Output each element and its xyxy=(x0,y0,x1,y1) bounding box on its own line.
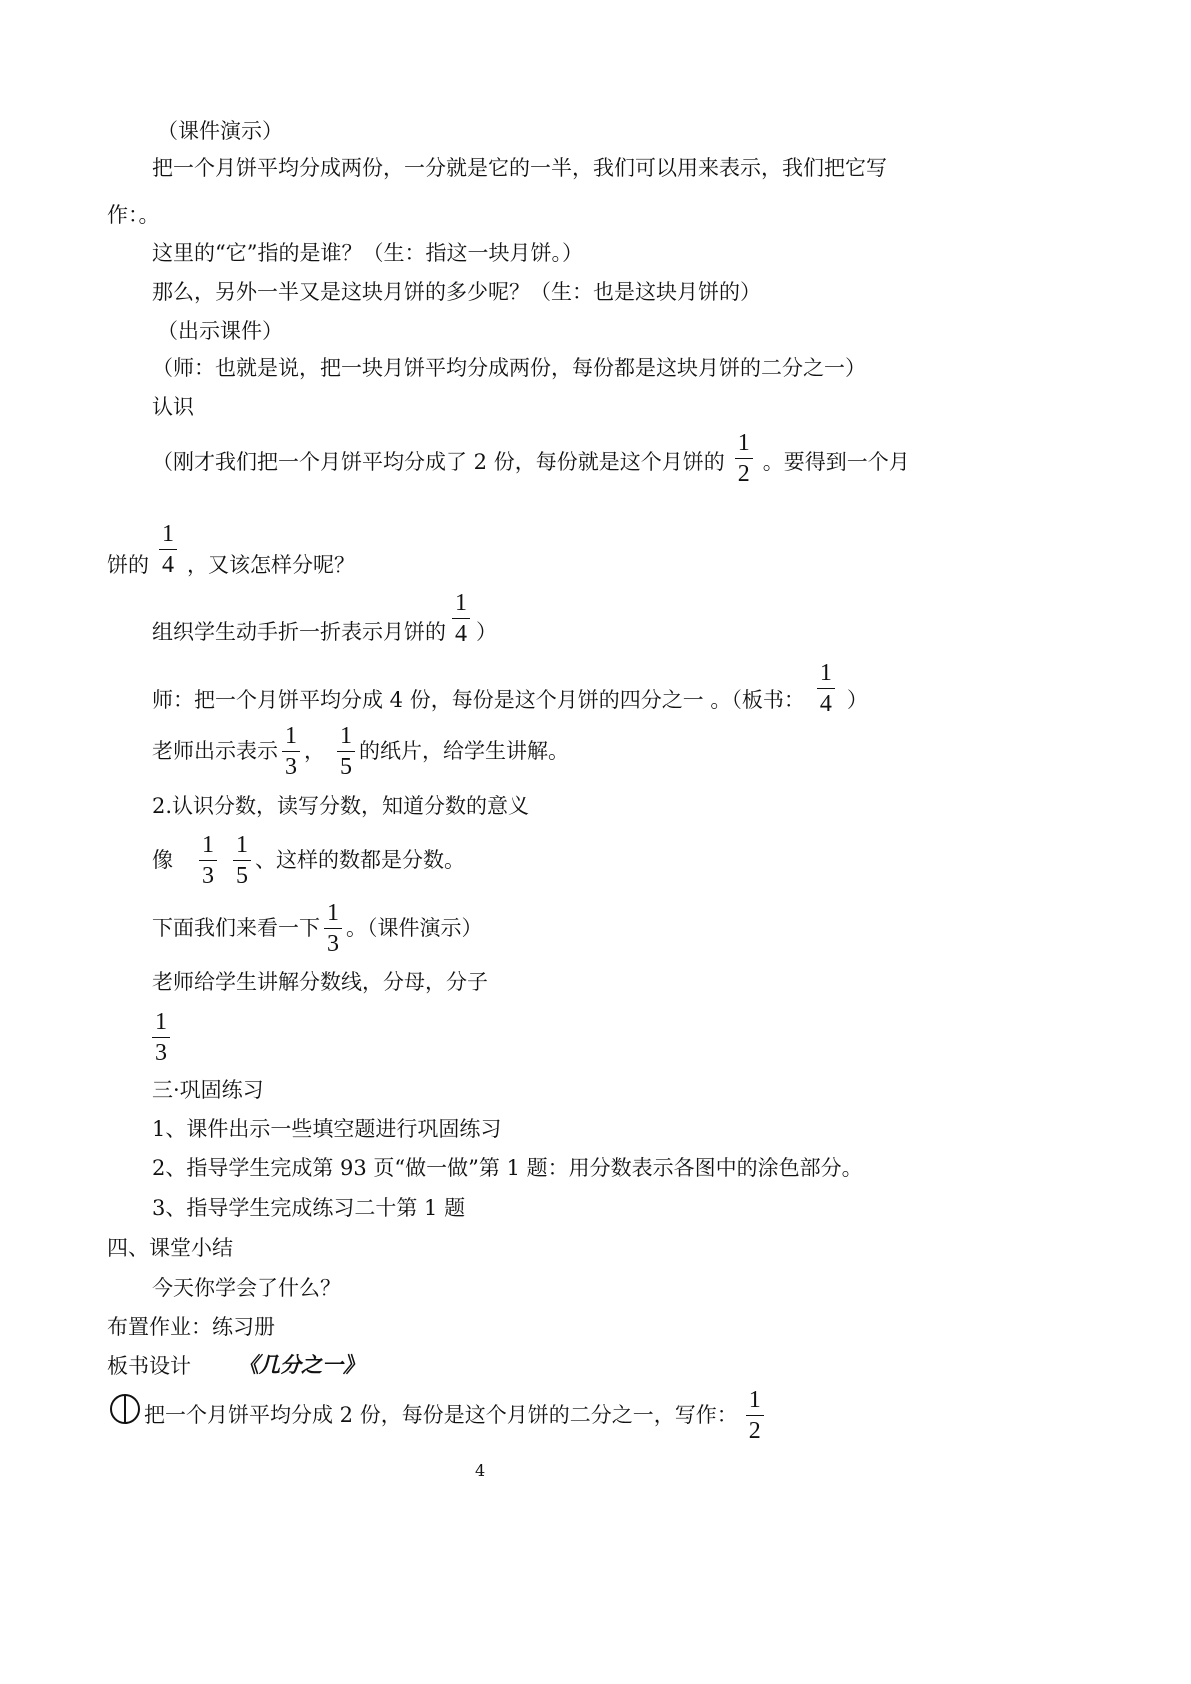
fraction xyxy=(159,522,177,577)
board-design-title: 《几分之一》 xyxy=(238,1353,364,1377)
half-circle-icon xyxy=(110,1394,140,1424)
fraction-numerator: 1 xyxy=(202,831,214,858)
text-segment: 把一个月饼平均分成 2 份，每份是这个月饼的二分之一，写作： xyxy=(144,1402,738,1427)
text-line: 2、指导学生完成第 93 页“做一做”第 1 题：用分数表示各图中的涂色部分。 xyxy=(152,1156,863,1180)
fraction xyxy=(152,1010,170,1065)
fraction xyxy=(199,833,217,888)
text-segment: 饼的 xyxy=(107,552,149,577)
text-line: 这里的“它”指的是谁？（生：指这一块月饼。） xyxy=(152,241,583,265)
fraction-denominator: 2 xyxy=(735,458,753,486)
text-line: （师：也就是说，把一块月饼平均分成两份，每份都是这块月饼的二分之一） xyxy=(152,356,866,380)
text-segment: 的纸片，给学生讲解。 xyxy=(359,738,569,763)
fraction-numerator: 1 xyxy=(748,1386,761,1413)
text-segment: 老师出示表示 xyxy=(152,738,278,763)
text-line: （课件演示） xyxy=(157,119,283,143)
text-line xyxy=(152,832,465,888)
text-segment: 下面我们来看一下 xyxy=(152,915,320,940)
text-line: 那么，另外一半又是这块月饼的多少呢？（生：也是这块月饼的） xyxy=(152,280,761,304)
text-line xyxy=(152,658,868,718)
text-line: 作：。 xyxy=(107,203,160,227)
fraction-numerator: 1 xyxy=(737,429,750,456)
text-segment: ） xyxy=(476,619,497,644)
text-line: 今天你学会了什么？ xyxy=(152,1276,341,1300)
text-segment: 组织学生动手折一折表示月饼的 xyxy=(152,619,446,644)
text-line: 2.认识分数，读写分数，知道分数的意义 xyxy=(152,794,530,818)
fraction xyxy=(324,901,342,956)
fraction-denominator: 3 xyxy=(199,860,217,888)
text-line: 1、课件出示一些填空题进行巩固练习 xyxy=(152,1117,502,1141)
fraction-numerator: 1 xyxy=(819,659,832,686)
section-heading: 三·巩固练习 xyxy=(152,1078,264,1102)
fraction xyxy=(735,431,753,486)
text-segment: 像 xyxy=(152,847,173,872)
text-line xyxy=(152,588,497,648)
circle-divider xyxy=(124,1395,126,1423)
standalone-fraction xyxy=(152,1010,170,1065)
text-line xyxy=(152,900,483,956)
text-segment: 。（课件演示） xyxy=(346,915,483,940)
text-line: 把一个月饼平均分成两份，一分就是它的一半，我们可以用来表示，我们把它写 xyxy=(152,156,887,180)
fraction-denominator: 4 xyxy=(452,618,470,646)
text-line: （出示课件） xyxy=(157,319,283,343)
fraction-numerator: 1 xyxy=(285,722,297,749)
fraction xyxy=(282,724,300,779)
fraction xyxy=(233,833,251,888)
page-number: 4 xyxy=(475,1461,486,1480)
fraction-denominator: 5 xyxy=(233,860,251,888)
fraction-numerator: 1 xyxy=(455,589,467,616)
board-design-label: 板书设计 xyxy=(107,1354,191,1378)
fraction xyxy=(746,1388,764,1443)
fraction-numerator: 1 xyxy=(327,899,339,926)
fraction-denominator: 5 xyxy=(337,751,355,779)
fraction xyxy=(452,591,470,646)
fraction-numerator: 1 xyxy=(162,520,174,547)
text-line: 老师给学生讲解分数线，分母，分子 xyxy=(152,970,488,994)
fraction-numerator: 1 xyxy=(155,1009,167,1035)
text-line: 认识 xyxy=(152,395,194,419)
text-line xyxy=(152,723,569,779)
text-line xyxy=(107,519,355,579)
fraction-denominator: 3 xyxy=(324,928,342,956)
text-segment: 、这样的数都是分数。 xyxy=(255,847,465,872)
fraction-denominator: 4 xyxy=(159,549,177,577)
section-heading: 四、课堂小结 xyxy=(107,1236,233,1260)
text-segment: 师：把一个月饼平均分成 4 份，每份是这个月饼的四分之一 。（板书： xyxy=(152,687,805,712)
text-line: 3、指导学生完成练习二十第 1 题 xyxy=(152,1196,466,1220)
fraction-numerator: 1 xyxy=(236,831,248,858)
fraction-denominator: 4 xyxy=(817,688,835,716)
fraction-denominator: 3 xyxy=(152,1037,170,1065)
text-segment: ，又该怎样分呢？ xyxy=(187,552,355,577)
text-segment: ） xyxy=(846,687,868,712)
fraction-denominator: 3 xyxy=(282,751,300,779)
fraction xyxy=(817,661,835,716)
fraction-denominator: 2 xyxy=(746,1415,764,1443)
text-line xyxy=(152,429,910,492)
fraction-numerator: 1 xyxy=(340,722,352,749)
text-line xyxy=(144,1386,768,1444)
text-segment: （刚才我们把一个月饼平均分成了 2 份，每份就是这个月饼的 xyxy=(152,449,725,474)
fraction xyxy=(337,724,355,779)
text-segment: 。要得到一个月 xyxy=(762,449,910,474)
text-segment: ， xyxy=(304,738,325,763)
text-line: 布置作业：练习册 xyxy=(107,1315,275,1339)
